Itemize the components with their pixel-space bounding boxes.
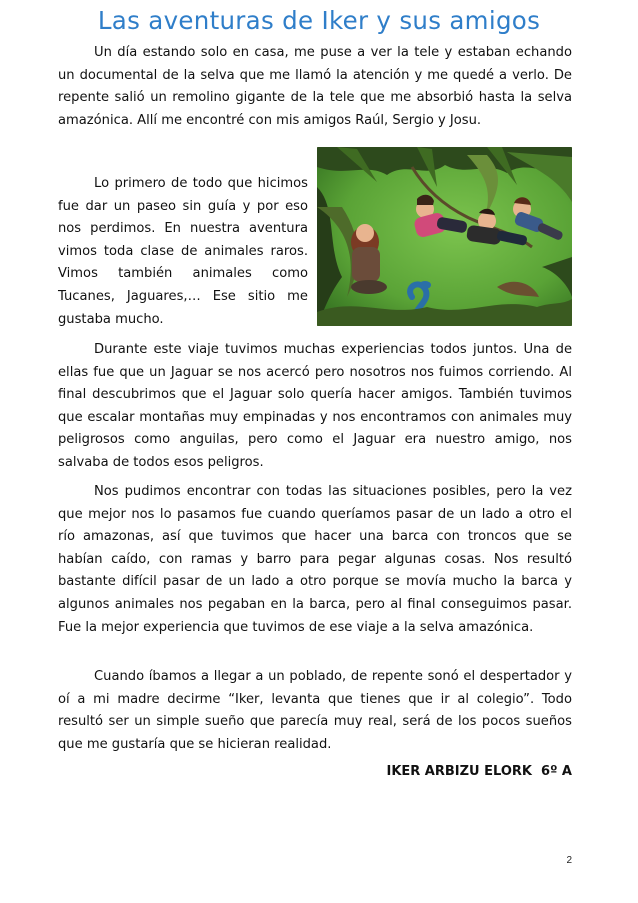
paragraph-4: Nos pudimos encontrar con todas las situaciones posibles, pero la vez que mejor nos lo pasamos fue cuando queríamos pasar de un lado a otro el río amazonas, así que tuvimos que hacer una barca con troncos que se habían caído, con ramas y barro para pegar algunas cosas. Nos resultó bastante difícil pasar de un lado a otro porque se movía mucho la barca y algunos animales nos pegaban en la barca, pero al final conseguimos pasar. Fue la mejor experiencia que tuvimos de ese viaje a la selva amazónica. xyxy=(58,484,572,635)
paragraph-2: Lo primero de todo que hicimos fue dar un paseo sin guía y por eso nos perdimos. En nuestra aventura vimos toda clase de animales raros. Vimos también animales como Tucanes, Jaguares,… Ese sitio me gustaba mucho. xyxy=(58,176,308,327)
jungle-photo xyxy=(317,147,572,326)
paragraph-3: Durante este viaje tuvimos muchas experiencias todos juntos. Una de ellas fue que un Jaguar se nos acercó pero nosotros nos fuimos corriendo. Al final descubrimos que el Jaguar solo quería hacer amigos. También tuvimos que escalar montañas muy empinadas y nos encontramos con animales muy peligrosos como anguilas, pero como el Jaguar era nuestro amigo, nos salvaba de todos esos peligros. xyxy=(58,342,572,470)
page-title: Las aventuras de Iker y sus amigos xyxy=(97,6,541,35)
page-number: 2 xyxy=(566,855,572,866)
paragraph-1: Un día estando solo en casa, me puse a ver la tele y estaban echando un documental de la selva que me llamó la atención y me quedé a verlo. De repente salió un remolino gigante de la tele que me absorbió hasta la selva amazónica. Allí me encontré con mis amigos Raúl, Sergio y Josu. xyxy=(58,45,572,128)
paragraph-5: Cuando íbamos a llegar a un poblado, de repente sonó el despertador y oí a mi madre decirme “Iker, levanta que tienes que ir al colegio”. Todo resultó ser un simple sueño que parecía muy real, será de los pocos sueños que me gustaría que se hicieran realidad. xyxy=(58,669,572,752)
author-signature: IKER ARBIZU ELORK 6º A xyxy=(386,764,572,779)
jungle-photo-image xyxy=(317,147,572,326)
